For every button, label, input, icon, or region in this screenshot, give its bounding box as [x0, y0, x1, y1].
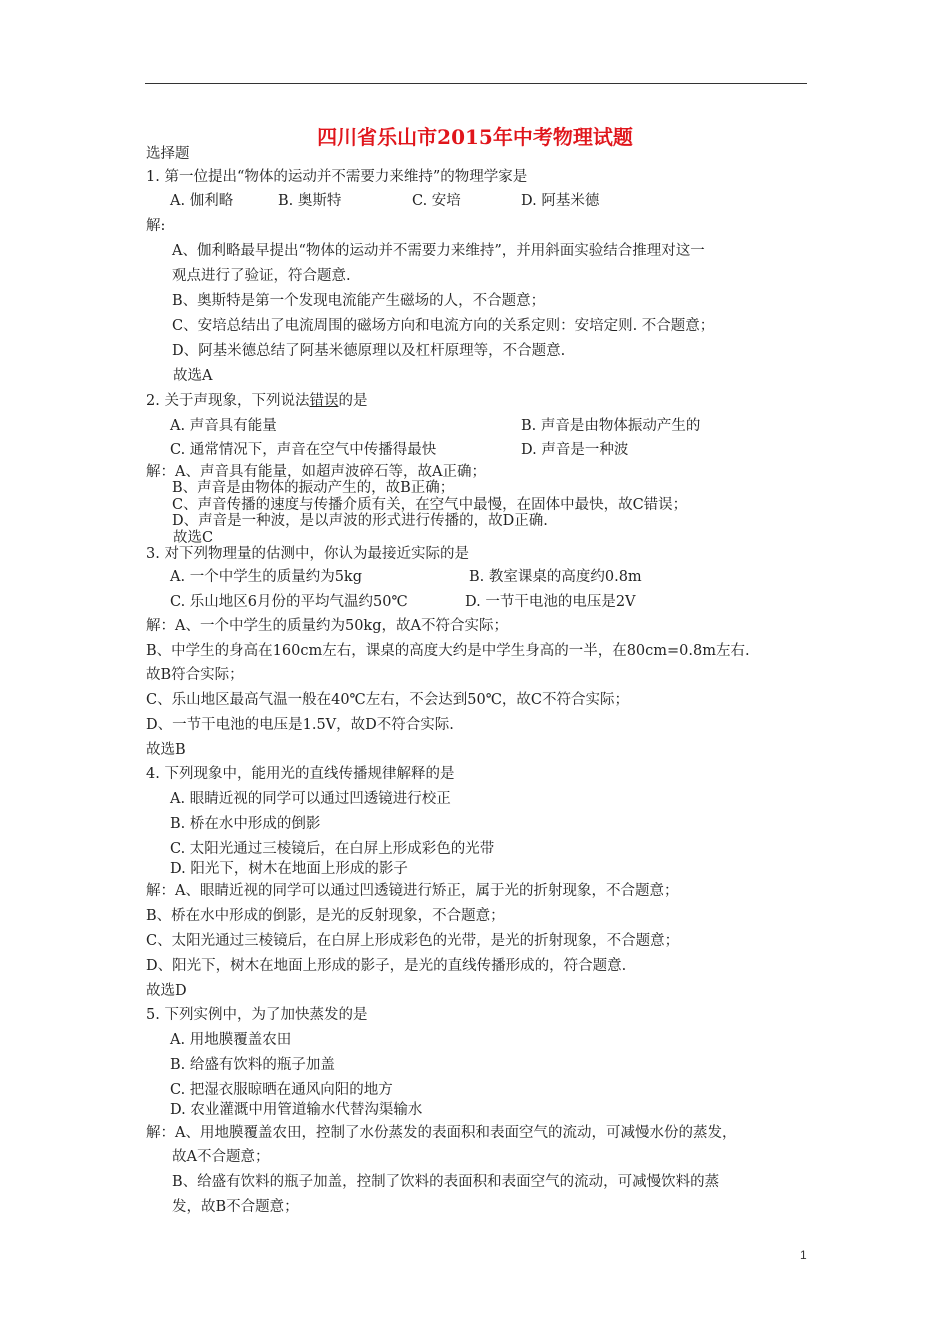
q1-option-c: C. 安培	[412, 193, 461, 209]
q5-option-d: D. 农业灌溉中用管道输水代替沟渠输水	[170, 1102, 423, 1118]
q4-solution-a: 解：A、眼睛近视的同学可以通过凹透镜进行矫正，属于光的折射现象，不合题意；	[146, 883, 679, 899]
q1-option-b: B. 奥斯特	[278, 193, 342, 209]
q4-option-d: D. 阳光下，树木在地面上形成的影子	[170, 861, 408, 877]
q1-answer: 故选A	[173, 368, 213, 384]
q2-solution-d: D、声音是一种波，是以声波的形式进行传播的，故D正确.	[172, 513, 548, 529]
q4-option-c: C. 太阳光通过三棱镜后，在白屏上形成彩色的光带	[170, 841, 495, 857]
q1-option-d: D. 阿基米德	[521, 193, 600, 209]
q2-option-a: A. 声音具有能量	[170, 418, 277, 434]
q3-solution-c: C、乐山地区最高气温一般在40℃左右，不会达到50℃，故C不符合实际；	[146, 692, 630, 708]
q3-solution-d: D、一节干电池的电压是1.5V，故D不符合实际.	[146, 717, 454, 733]
q2-stem	[146, 392, 367, 410]
q5-solution-b2: 发，故B不合题意；	[172, 1199, 299, 1215]
q4-option-b: B. 桥在水中形成的倒影	[170, 816, 321, 832]
q2-option-d: D. 声音是一种波	[521, 442, 629, 458]
q5-option-c: C. 把湿衣服晾晒在通风向阳的地方	[170, 1082, 393, 1098]
q1-solution-a1: A、伽利略最早提出“物体的运动并不需要力来维持”，并用斜面实验结合推理对这一	[172, 243, 705, 259]
q2-option-b: B. 声音是由物体振动产生的	[521, 418, 701, 434]
q3-answer: 故选B	[146, 742, 186, 758]
q3-option-a: A. 一个中学生的质量约为5kg	[170, 569, 362, 585]
q2-answer: 故选C	[173, 530, 214, 546]
q4-option-a: A. 眼睛近视的同学可以通过凹透镜进行校正	[170, 791, 451, 807]
q3-option-c: C. 乐山地区6月份的平均气温约50℃	[170, 594, 408, 610]
q5-option-b: B. 给盛有饮料的瓶子加盖	[170, 1057, 335, 1073]
q2-option-c: C. 通常情况下，声音在空气中传播得最快	[170, 442, 437, 458]
header-rule	[145, 83, 807, 84]
q5-solution-a1: 解：A、用地膜覆盖农田，控制了水份蒸发的表面积和表面空气的流动，可减慢水份的蒸发，	[146, 1125, 737, 1141]
q5-solution-a2: 故A不合题意；	[172, 1149, 270, 1165]
q1-solution-head: 解:	[146, 218, 166, 234]
q2-solution-c: C、声音传播的速度与传播介质有关，在空气中最慢，在固体中最快，故C错误；	[172, 497, 688, 513]
q4-solution-c: C、太阳光通过三棱镜后，在白屏上形成彩色的光带，是光的折射现象，不合题意；	[146, 933, 680, 949]
q3-solution-a: 解：A、一个中学生的质量约为50kg，故A不符合实际；	[146, 618, 508, 634]
q4-solution-b: B、桥在水中形成的倒影，是光的反射现象，不合题意；	[146, 908, 505, 924]
q4-answer: 故选D	[146, 983, 187, 999]
q3-stem: 3. 对下列物理量的估测中，你认为最接近实际的是	[146, 546, 469, 562]
q5-option-a: A. 用地膜覆盖农田	[170, 1032, 292, 1048]
q3-solution-b2: 故B符合实际；	[146, 667, 244, 683]
q3-solution-b1: B、中学生的身高在160cm左右，课桌的高度大约是中学生身高的一半，在80cm=0.8m左右.	[146, 643, 750, 659]
q3-option-b: B. 教室课桌的高度约0.8m	[469, 569, 642, 585]
q1-solution-b: B、奥斯特是第一个发现电流能产生磁场的人，不合题意；	[172, 293, 546, 309]
section-heading: 选择题	[146, 146, 190, 162]
q5-stem: 5. 下列实例中，为了加快蒸发的是	[146, 1007, 368, 1023]
page-number: 1	[800, 1248, 807, 1262]
q1-option-a: A. 伽利略	[170, 193, 234, 209]
q1-solution-c: C、安培总结出了电流周围的磁场方向和电流方向的关系定则：安培定则. 不合题意；	[172, 318, 715, 334]
q2-stem-pre: 2. 关于声现象，下列说法	[146, 393, 310, 409]
q2-stem-emphasis: 错误	[309, 393, 339, 409]
page-title: 四川省乐山市2015年中考物理试题	[317, 125, 633, 149]
q4-stem: 4. 下列现象中，能用光的直线传播规律解释的是	[146, 766, 455, 782]
q1-solution-a2: 观点进行了验证，符合题意.	[172, 268, 351, 284]
q4-solution-d: D、阳光下，树木在地面上形成的影子，是光的直线传播形成的，符合题意.	[146, 958, 627, 974]
q1-stem: 1. 第一位提出“物体的运动并不需要力来维持”的物理学家是	[146, 169, 528, 185]
q3-option-d: D. 一节干电池的电压是2V	[465, 594, 636, 610]
q2-solution-a: 解：A、声音具有能量，如超声波碎石等，故A正确；	[146, 464, 486, 480]
q5-solution-b1: B、给盛有饮料的瓶子加盖，控制了饮料的表面积和表面空气的流动，可减慢饮料的蒸	[172, 1174, 720, 1190]
q1-solution-d: D、阿基米德总结了阿基米德原理以及杠杆原理等，不合题意.	[172, 343, 566, 359]
q2-solution-b: B、声音是由物体的振动产生的，故B正确；	[172, 480, 455, 496]
q2-stem-post: 的是	[338, 393, 368, 409]
